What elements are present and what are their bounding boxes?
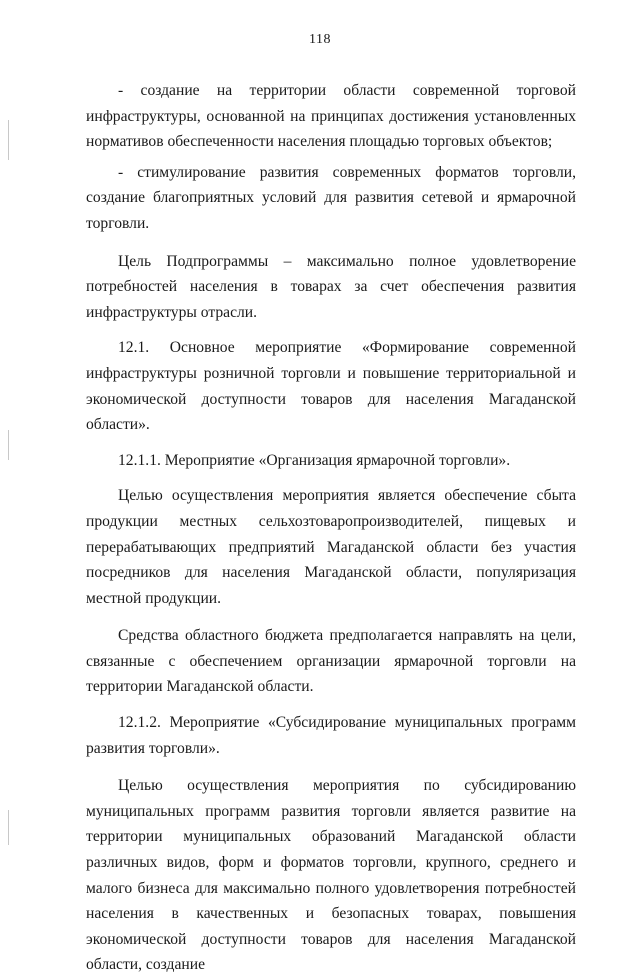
paragraph-section-12-1-2: 12.1.2. Мероприятие «Субсидирование муниципальных программ развития торговли».	[86, 714, 576, 757]
scan-edge-mark	[8, 810, 9, 845]
paragraph-list-item-trade-formats: - стимулирование развития современных форматов торговли, создание благоприятных условий для развития сетевой и ярмарочной торговли.	[86, 163, 576, 232]
paragraph-regional-budget: Средства областного бюджета предполагается направлять на цели, связанные с обеспечением организации ярмарочной торговли на территории Магаданской области.	[86, 627, 576, 696]
paragraph-list-item-infrastructure: - создание на территории области современной торговой инфраструктуры, основанной на принципах достижения установленных нормативов обеспеченности населения площадью торговых объектов;	[86, 82, 576, 151]
paragraph-fair-trade-goal: Целью осуществления мероприятия является обеспечение сбыта продукции местных сельхозтоваропроизводителей, пищевых и перерабатывающих предприятий Магаданской области без участия посредников для населения Магаданской области, популяризация местной продукции.	[86, 487, 576, 607]
paragraph-section-12-1-1: 12.1.1. Мероприятие «Организация ярмарочной торговли».	[118, 451, 511, 469]
page-number: 118	[309, 32, 331, 47]
scan-edge-mark	[8, 120, 9, 160]
document-body	[86, 78, 576, 978]
scan-edge-mark	[8, 430, 9, 460]
paragraph-subsidy-goal: Целью осуществления мероприятия по субсидированию муниципальных программ развития торговли является развитие на территории муниципальных образований Магаданской области различных видов, форм и форматов торговли, крупного, среднего и малого бизнеса для максимально полного удовлетворения потребностей населения в качественных и безопасных товарах, повышения экономической доступности товаров для населения Магаданской области, создание	[86, 777, 576, 974]
paragraph-section-12-1: 12.1. Основное мероприятие «Формирование современной инфраструктуры розничной торговли и повышение территориальной и экономической доступности товаров для населения Магаданской области».	[86, 339, 576, 434]
paragraph-subprogram-goal: Цель Подпрограммы – максимально полное удовлетворение потребностей населения в товарах за счет обеспечения развития инфраструктуры отрасли.	[86, 252, 576, 321]
